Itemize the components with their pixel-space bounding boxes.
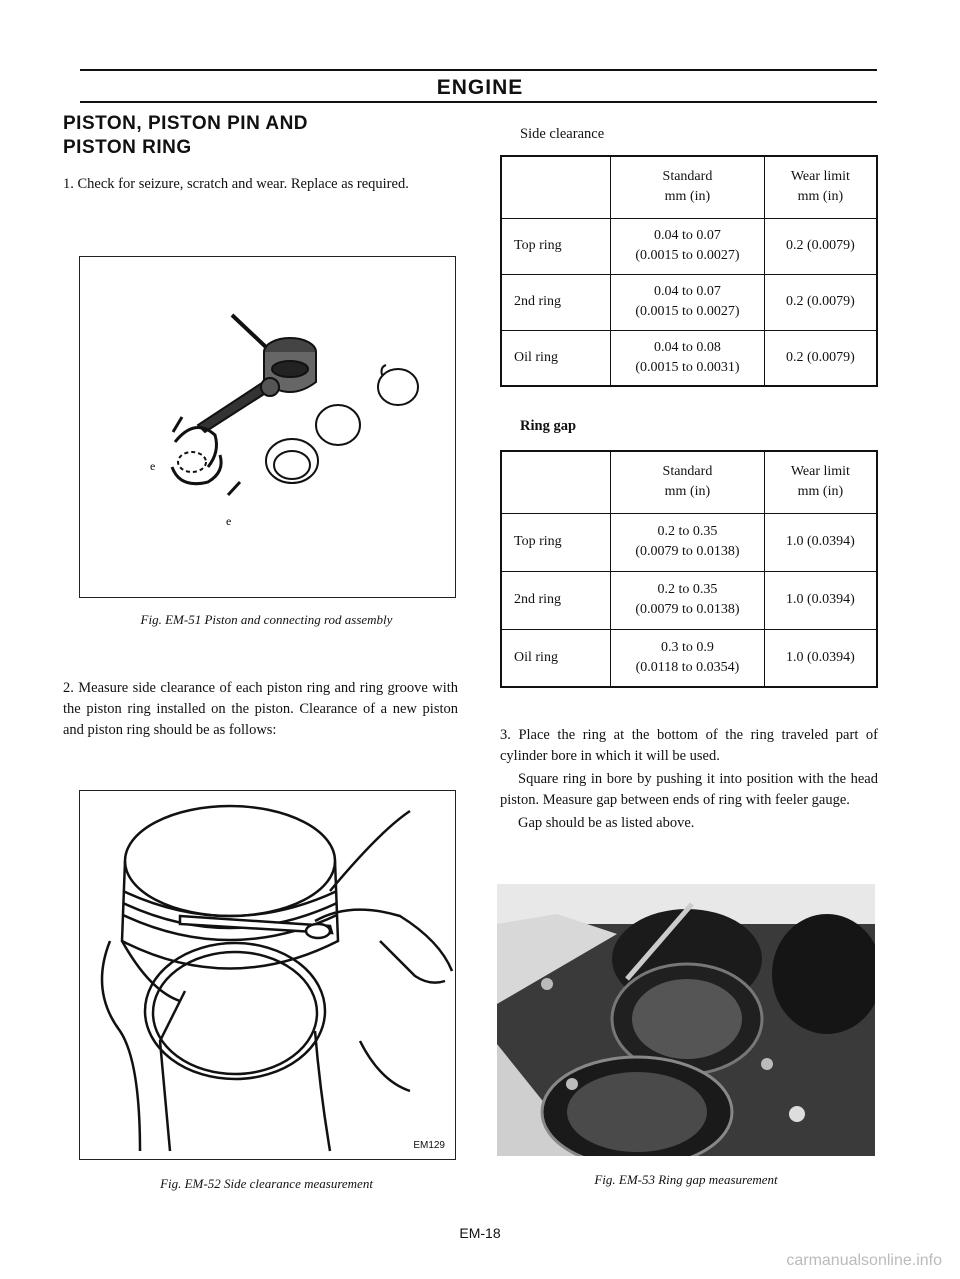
watermark: carmanualsonline.info [786, 1252, 942, 1269]
figure-em51 [79, 256, 456, 598]
header-rule-top [80, 69, 877, 71]
table-row: Oil ring 0.3 to 0.9 (0.0118 to 0.0354) 1.0 (0.0394) [501, 629, 877, 687]
section-title: PISTON, PISTON PIN AND PISTON RING [63, 113, 309, 158]
step-3-text [500, 725, 878, 834]
figure-em51-caption: Fig. EM-51 Piston and connecting rod assembly [140, 612, 393, 627]
ring-gap-table [500, 450, 878, 688]
figure-em53-caption: Fig. EM-53 Ring gap measurement [594, 1172, 778, 1187]
table-row: 2nd ring 0.04 to 0.07 (0.0015 to 0.0027) 0.2 (0.0079) [501, 274, 877, 330]
table-row: Oil ring 0.04 to 0.08 (0.0015 to 0.0031) 0.2 (0.0079) [501, 330, 877, 386]
svg-text:e: e [226, 514, 232, 528]
ring-gap-photo [497, 884, 875, 1156]
table-row: 2nd ring 0.2 to 0.35 (0.0079 to 0.0138) 1.0 (0.0394) [501, 571, 877, 629]
step-1-text: 1. Check for seizure, scratch and wear. Replace as required. [63, 176, 409, 192]
svg-text:e: e [150, 459, 156, 473]
table-row: Top ring 0.04 to 0.07 (0.0015 to 0.0027) 0.2 (0.0079) [501, 218, 877, 274]
header-rule-bottom [80, 101, 877, 103]
figure-em53 [497, 884, 875, 1156]
table-header-row: Standard mm (in) Wear limit mm (in) [501, 156, 877, 218]
page-number: EM-18 [459, 1225, 501, 1241]
step-3-paragraph-1: 3. Place the ring at the bottom of the ring traveled part of cylinder bore in which it will be used. [500, 727, 878, 764]
figure-em52-caption: Fig. EM-52 Side clearance measurement [160, 1176, 373, 1191]
step-3-paragraph-3: Gap should be as listed above. [518, 815, 695, 831]
figure-em52 [79, 790, 456, 1160]
side-clearance-table [500, 155, 878, 387]
figure-em52-code: EM129 [413, 1140, 445, 1151]
piston-rod-assembly-illustration [80, 257, 455, 597]
table-row: Top ring 0.2 to 0.35 (0.0079 to 0.0138) 1.0 (0.0394) [501, 513, 877, 571]
ring-gap-title: Ring gap [520, 418, 577, 434]
step-2-text: 2. Measure side clearance of each piston ring and ring groove with the piston ring installed on the piston. Clearance of a new piston and piston ring should be as follows: [63, 680, 458, 738]
side-clearance-title: Side clearance [520, 126, 605, 142]
step-3-paragraph-2: Square ring in bore by pushing it into position with the head piston. Measure gap between ends of ring with feeler gauge. [500, 771, 878, 808]
side-clearance-illustration [80, 791, 455, 1159]
page-header: ENGINE [0, 76, 960, 100]
table-header-row: Standard mm (in) Wear limit mm (in) [501, 451, 877, 513]
